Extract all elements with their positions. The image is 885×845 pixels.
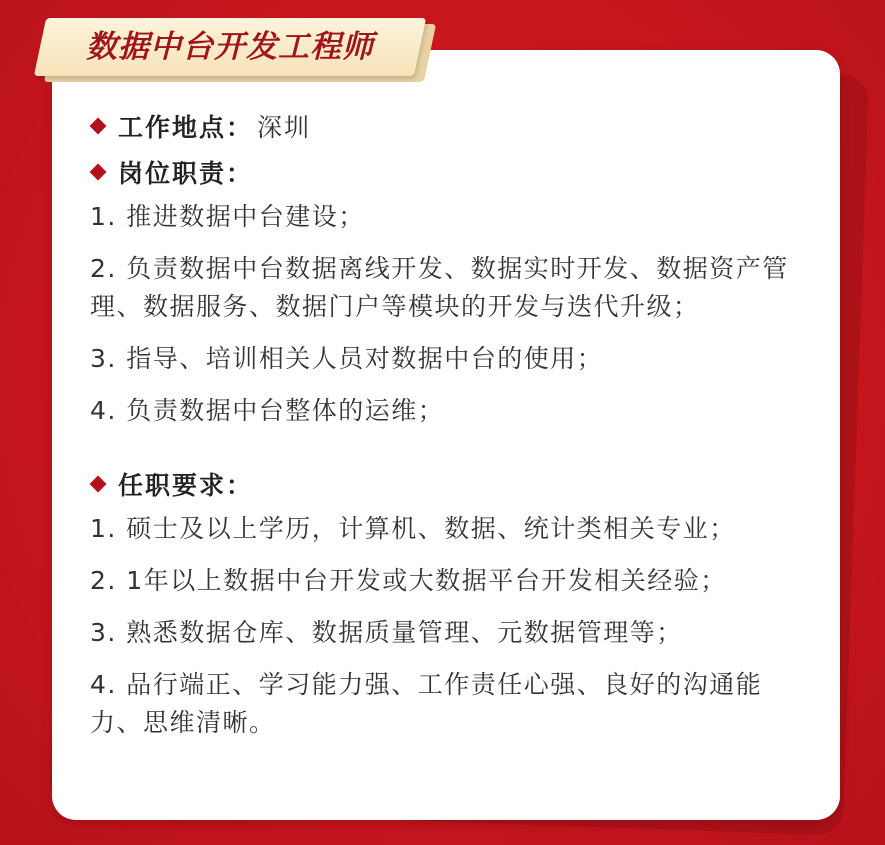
location-value: 深圳 bbox=[257, 113, 312, 142]
responsibility-item: 3. 指导、培训相关人员对数据中台的使用； bbox=[90, 344, 604, 373]
title-banner bbox=[40, 18, 435, 82]
diamond-bullet-icon bbox=[90, 164, 107, 181]
diamond-bullet-icon bbox=[90, 476, 107, 493]
responsibility-item: 4. 负责数据中台整体的运维； bbox=[90, 396, 445, 425]
responsibility-item: 1. 推进数据中台建设； bbox=[90, 202, 365, 231]
responsibility-item: 2. 负责数据中台数据离线开发、数据实时开发、数据资产管理、数据服务、数据门户等模块的开发与迭代升级； bbox=[90, 254, 789, 321]
requirement-item: 2. 1年以上数据中台开发或大数据平台开发相关经验； bbox=[90, 566, 727, 595]
diamond-bullet-icon bbox=[90, 118, 107, 135]
responsibilities-label: 岗位职责： bbox=[118, 159, 254, 188]
requirements-list bbox=[90, 510, 810, 742]
requirement-item: 3. 熟悉数据仓库、数据质量管理、元数据管理等； bbox=[90, 618, 683, 647]
responsibilities-list bbox=[90, 198, 810, 430]
location-label: 工作地点： bbox=[118, 113, 254, 142]
requirement-item: 1. 硕士及以上学历，计算机、数据、统计类相关专业； bbox=[90, 514, 736, 543]
requirement-item: 4. 品行端正、学习能力强、工作责任心强、良好的沟通能力、思维清晰。 bbox=[90, 670, 763, 737]
requirements-label: 任职要求： bbox=[118, 471, 254, 500]
requirements-heading bbox=[90, 466, 810, 502]
responsibilities-heading bbox=[90, 154, 810, 190]
job-title: 数据中台开发工程师 bbox=[86, 29, 374, 65]
job-content bbox=[90, 108, 810, 742]
location-section bbox=[90, 108, 810, 144]
